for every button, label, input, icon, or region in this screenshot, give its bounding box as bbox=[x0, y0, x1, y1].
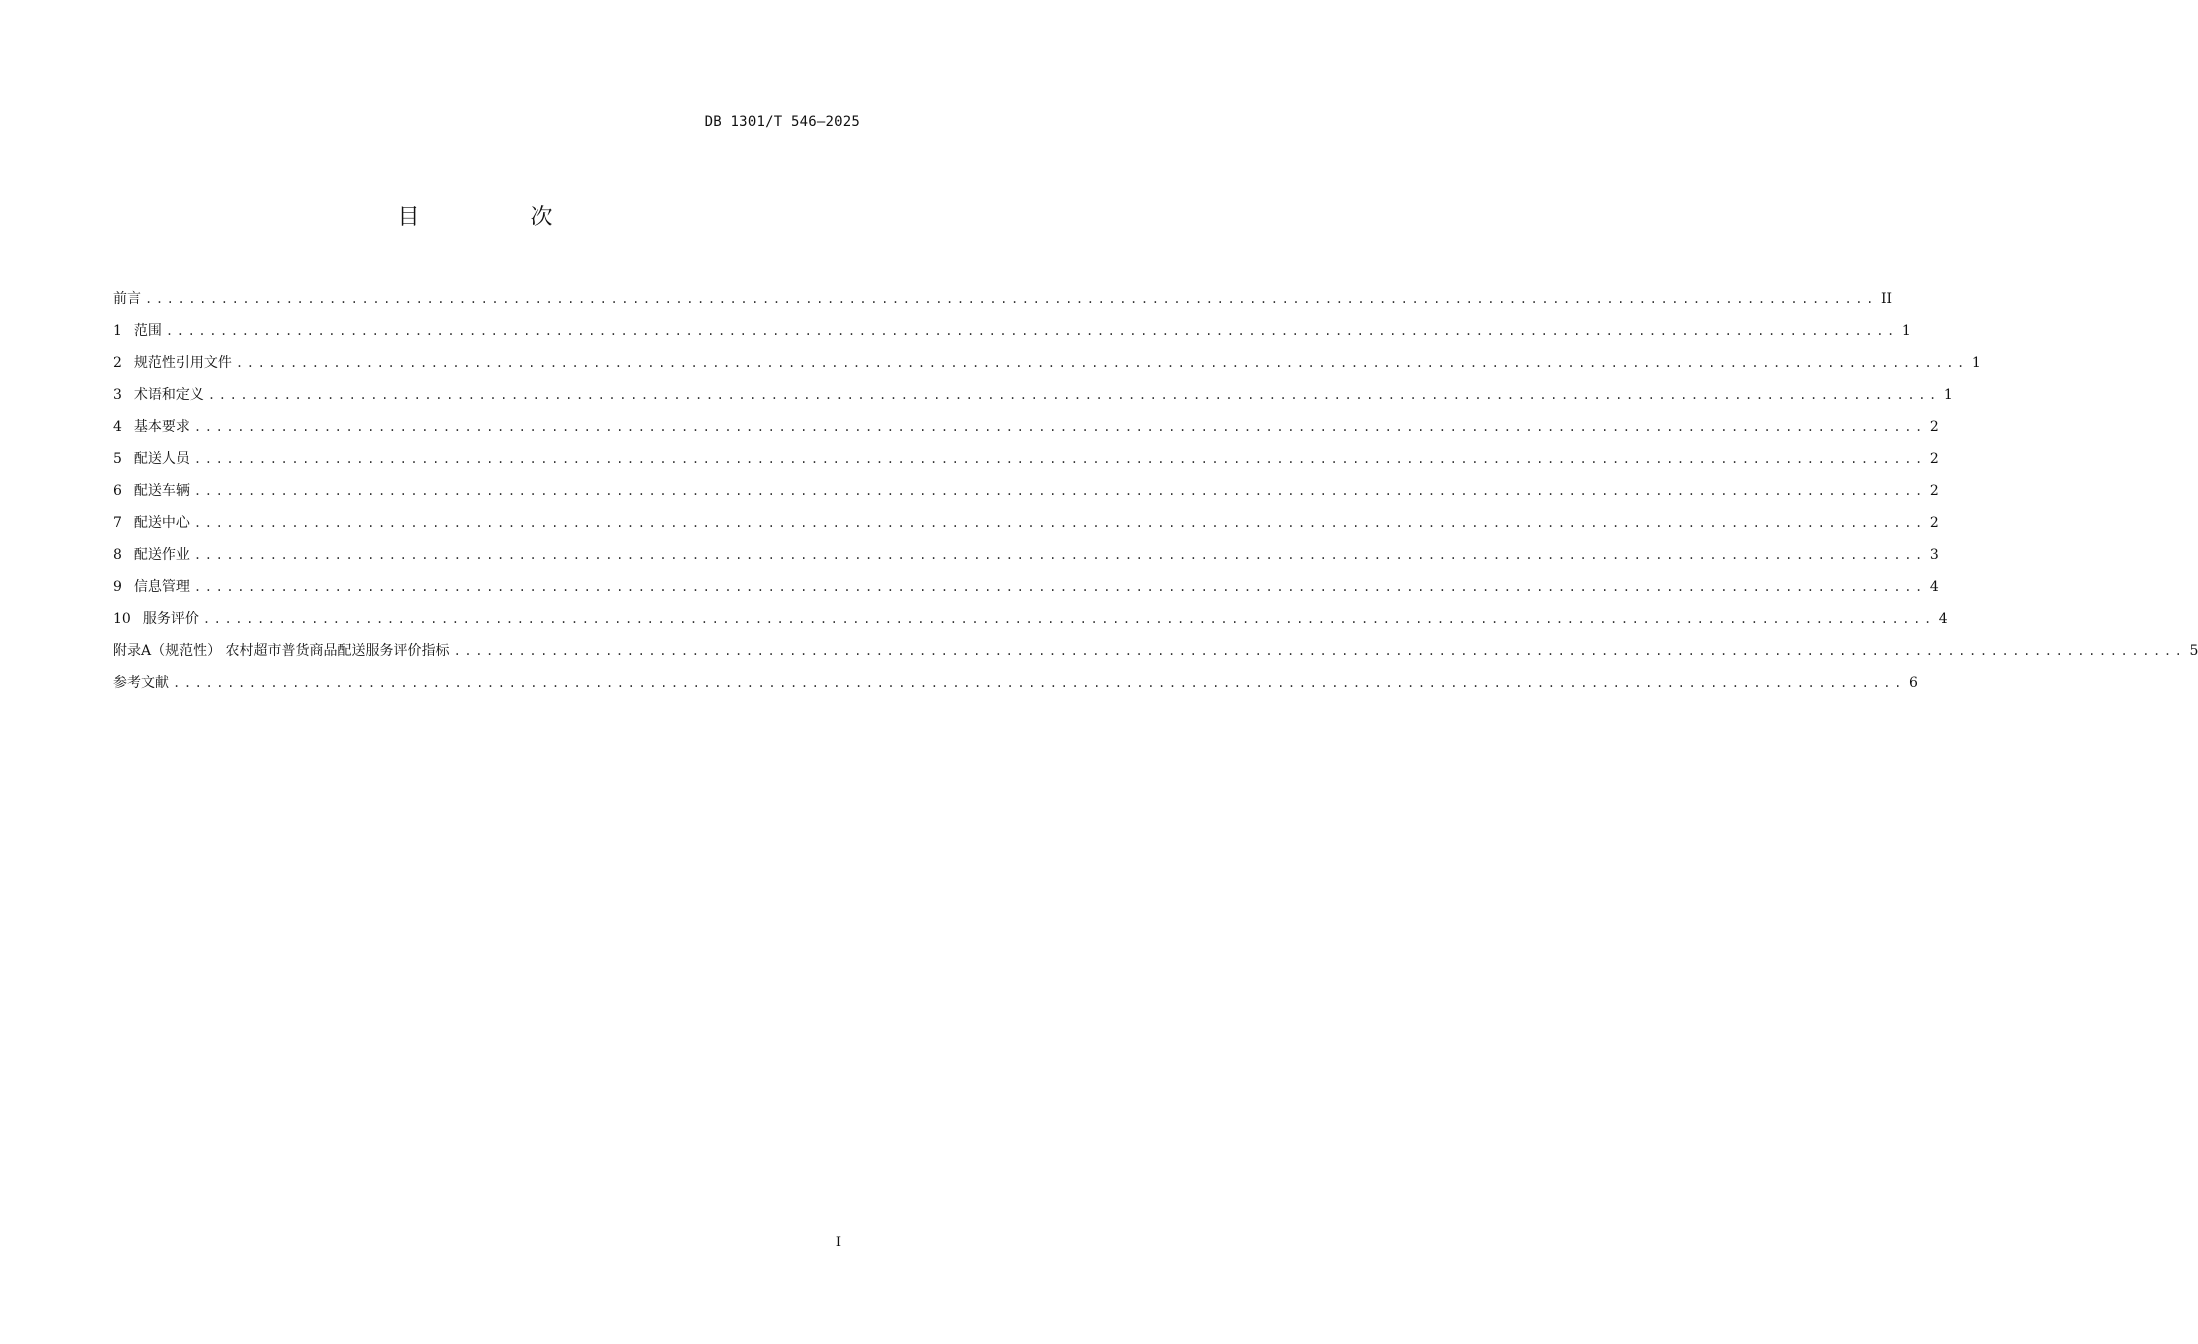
toc-entry-title: 配送中心 bbox=[133, 515, 190, 531]
toc-entry-page: 1 bbox=[1943, 387, 1953, 403]
toc-entry-number: 4 bbox=[113, 419, 122, 435]
toc-dot-leader: ................................................................................................................................................................ bbox=[207, 388, 1940, 402]
toc-dot-leader: ................................................................................................................................................................ bbox=[193, 484, 1926, 498]
toc-dot-leader: ................................................................................................................................................................ bbox=[202, 612, 1935, 626]
toc-entry-delivery-vehicles[interactable] bbox=[113, 475, 1939, 507]
toc-entry-title: 信息管理 bbox=[133, 579, 190, 595]
toc-entry-information-management[interactable] bbox=[113, 571, 1939, 603]
toc-entry-number: 8 bbox=[113, 547, 122, 563]
toc-entry-number: 10 bbox=[113, 611, 131, 627]
toc-entry-page: 3 bbox=[1929, 547, 1939, 563]
toc-entry-delivery-personnel[interactable] bbox=[113, 443, 1939, 475]
toc-entry-normative-references[interactable] bbox=[113, 347, 1981, 379]
toc-entry-foreword[interactable] bbox=[113, 283, 1892, 315]
toc-entry-delivery-center[interactable] bbox=[113, 507, 1939, 539]
toc-entry-title: 配送车辆 bbox=[133, 483, 190, 499]
document-code: DB 1301/T 546—2025 bbox=[704, 114, 860, 130]
toc-entry-number: 1 bbox=[113, 323, 122, 339]
toc-entry-title: 配送作业 bbox=[133, 547, 190, 563]
toc-entry-number: 5 bbox=[113, 451, 122, 467]
toc-entry-page: 4 bbox=[1938, 611, 1948, 627]
toc-entry-number: 2 bbox=[113, 355, 122, 371]
toc-entry-title: 服务评价 bbox=[142, 611, 199, 627]
toc-entry-bibliography[interactable] bbox=[113, 667, 1918, 699]
toc-entry-scope[interactable] bbox=[113, 315, 1911, 347]
toc-entry-title: 参考文献 bbox=[113, 675, 169, 691]
toc-dot-leader: ................................................................................................................................................................ bbox=[165, 324, 1898, 338]
toc-entry-title: 附录A（规范性） 农村超市普货商品配送服务评价指标 bbox=[113, 643, 450, 659]
toc-entry-page: 5 bbox=[2189, 643, 2198, 659]
toc-entry-page: 2 bbox=[1929, 515, 1939, 531]
toc-entry-title: 配送人员 bbox=[133, 451, 190, 467]
toc-entry-title: 术语和定义 bbox=[133, 387, 204, 403]
table-of-contents bbox=[113, 283, 2198, 699]
toc-entry-page: 2 bbox=[1929, 483, 1939, 499]
toc-entry-number: 9 bbox=[113, 579, 122, 595]
toc-entry-page: 1 bbox=[1971, 355, 1981, 371]
page-number: I bbox=[835, 1235, 841, 1250]
toc-entry-page: 4 bbox=[1929, 579, 1939, 595]
toc-dot-leader: ................................................................................................................................................................ bbox=[193, 420, 1926, 434]
toc-dot-leader: ................................................................................................................................................................ bbox=[173, 676, 1905, 690]
toc-dot-leader: ................................................................................................................................................................ bbox=[235, 356, 1968, 370]
toc-entry-number: 3 bbox=[113, 387, 122, 403]
toc-dot-leader: ................................................................................................................................................................ bbox=[193, 452, 1926, 466]
toc-entry-number: 6 bbox=[113, 483, 122, 499]
toc-dot-leader: ................................................................................................................................................................ bbox=[453, 644, 2186, 658]
toc-entry-page: 2 bbox=[1929, 451, 1939, 467]
toc-dot-leader: ................................................................................................................................................................ bbox=[193, 580, 1926, 594]
toc-entry-terms-definitions[interactable] bbox=[113, 379, 1953, 411]
toc-entry-title: 范围 bbox=[133, 323, 162, 339]
toc-entry-delivery-operations[interactable] bbox=[113, 539, 1939, 571]
toc-entry-page: II bbox=[1880, 291, 1892, 307]
toc-entry-title: 前言 bbox=[113, 291, 141, 307]
toc-entry-page: 6 bbox=[1908, 675, 1918, 691]
toc-entry-service-evaluation[interactable] bbox=[113, 603, 1948, 635]
toc-entry-number: 7 bbox=[113, 515, 122, 531]
toc-dot-leader: ................................................................................................................................................................ bbox=[193, 548, 1926, 562]
toc-entry-appendix-a[interactable] bbox=[113, 635, 2198, 667]
toc-dot-leader: ................................................................................................................................................................ bbox=[145, 292, 1877, 306]
toc-entry-page: 1 bbox=[1901, 323, 1911, 339]
toc-entry-title: 规范性引用文件 bbox=[133, 355, 232, 371]
toc-entry-page: 2 bbox=[1929, 419, 1939, 435]
toc-title: 目 次 bbox=[397, 205, 605, 230]
toc-entry-title: 基本要求 bbox=[133, 419, 190, 435]
toc-dot-leader: ................................................................................................................................................................ bbox=[193, 516, 1926, 530]
toc-entry-basic-requirements[interactable] bbox=[113, 411, 1939, 443]
